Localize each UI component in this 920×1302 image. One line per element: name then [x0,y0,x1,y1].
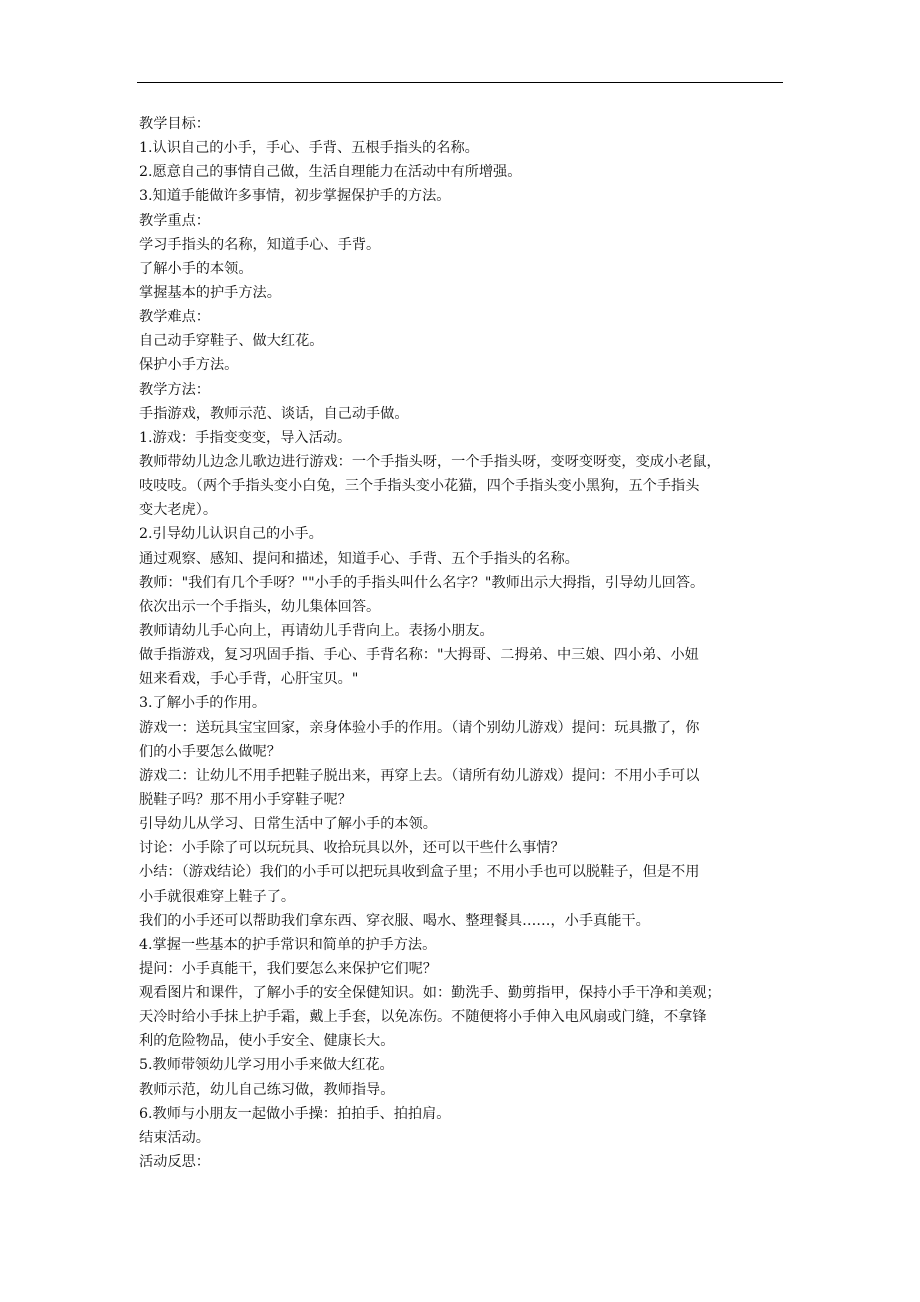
text-line: 利的危险物品，使小手安全、健康长大。 [139,1033,395,1050]
text-line: 讨论：小手除了可以玩玩具、收拾玩具以外，还可以干些什么事情？ [139,840,565,857]
text-line: 1.游戏：手指变变变，导入活动。 [139,429,352,446]
header-rule [137,82,783,83]
text-line: 做手指游戏，复习巩固手指、手心、手背名称："大拇哥、二拇弟、中三娘、四小弟、小妞 [139,647,699,664]
text-line: 保护小手方法。 [139,357,239,374]
text-line: 1.认识自己的小手，手心、手背、五根手指头的名称。 [139,140,479,157]
text-line: 天冷时给小手抹上护手霜，戴上手套，以免冻伤。不随便将小手伸入电风扇或门缝，不拿锋 [139,1009,707,1026]
text-line: 4.掌握一些基本的护手常识和简单的护手方法。 [139,936,437,953]
text-line: 3.知道手能做许多事情，初步掌握保护手的方法。 [139,188,451,205]
text-line: 吱吱吱。（两个手指头变小白兔，三个手指头变小花猫，四个手指头变小黑狗，五个手指头 [139,478,700,495]
text-line: 教师带幼儿边念儿歌边进行游戏：一个手指头呀，一个手指头呀，变呀变呀变，变成小老鼠， [139,453,721,470]
text-line: 教师："我们有几个手呀？""小手的手指头叫什么名字？"教师出示大拇指，引导幼儿回答。 [139,574,705,591]
text-line: 教学重点： [139,212,210,229]
document-body [139,112,785,1174]
text-line: 小手就很难穿上鞋子了。 [139,888,296,905]
text-line: 学习手指头的名称，知道手心、手背。 [139,236,381,253]
text-line: 6.教师与小朋友一起做小手操：拍拍手、拍拍肩。 [139,1105,451,1122]
text-line: 我们的小手还可以帮助我们拿东西、穿衣服、喝水、整理餐具……，小手真能干。 [139,912,650,929]
text-line: 小结：（游戏结论）我们的小手可以把玩具收到盒子里；不用小手也可以脱鞋子，但是不用 [139,864,700,881]
text-line: 游戏二：让幼儿不用手把鞋子脱出来，再穿上去。（请所有幼儿游戏）提问：不用小手可以 [139,767,700,784]
text-line: 2.愿意自己的事情自己做，生活自理能力在活动中有所增强。 [139,164,522,181]
text-line: 通过观察、感知、提问和描述，知道手心、手背、五个手指头的名称。 [139,550,579,567]
text-line: 游戏一：送玩具宝宝回家，亲身体验小手的作用。（请个别幼儿游戏）提问：玩具撒了，你 [139,719,700,736]
text-line: 教师请幼儿手心向上，再请幼儿手背向上。表扬小朋友。 [139,622,494,639]
text-line: 手指游戏，教师示范、谈话，自己动手做。 [139,405,409,422]
text-line: 依次出示一个手指头，幼儿集体回答。 [139,598,381,615]
text-line: 脱鞋子吗？那不用小手穿鞋子呢？ [139,791,352,808]
text-line: 们的小手要怎么做呢？ [139,743,281,760]
text-line: 妞来看戏，手心手背，心肝宝贝。" [139,671,359,688]
text-line: 5.教师带领幼儿学习用小手来做大红花。 [139,1057,394,1074]
text-line: 观看图片和课件，了解小手的安全保健知识。如：勤洗手、勤剪指甲，保持小手干净和美观； [139,985,721,1002]
text-line: 3.了解小手的作用。 [139,695,267,712]
text-line: 活动反思： [139,1154,210,1171]
text-line: 了解小手的本领。 [139,260,253,277]
text-line: 教学方法： [139,381,210,398]
text-line: 教学目标： [139,116,210,132]
text-line: 2.引导幼儿认识自己的小手。 [139,526,323,543]
text-line: 引导幼儿从学习、日常生活中了解小手的本领。 [139,816,437,833]
text-line: 结束活动。 [139,1129,210,1146]
text-line: 掌握基本的护手方法。 [139,284,281,301]
text-line: 教师示范，幼儿自己练习做，教师指导。 [139,1081,395,1098]
text-line: 变大老虎）。 [139,502,218,519]
text-line: 自己动手穿鞋子、做大红花。 [139,333,324,350]
text-line: 教学难点： [139,309,210,326]
text-line: 提问：小手真能干，我们要怎么来保护它们呢？ [139,960,437,977]
